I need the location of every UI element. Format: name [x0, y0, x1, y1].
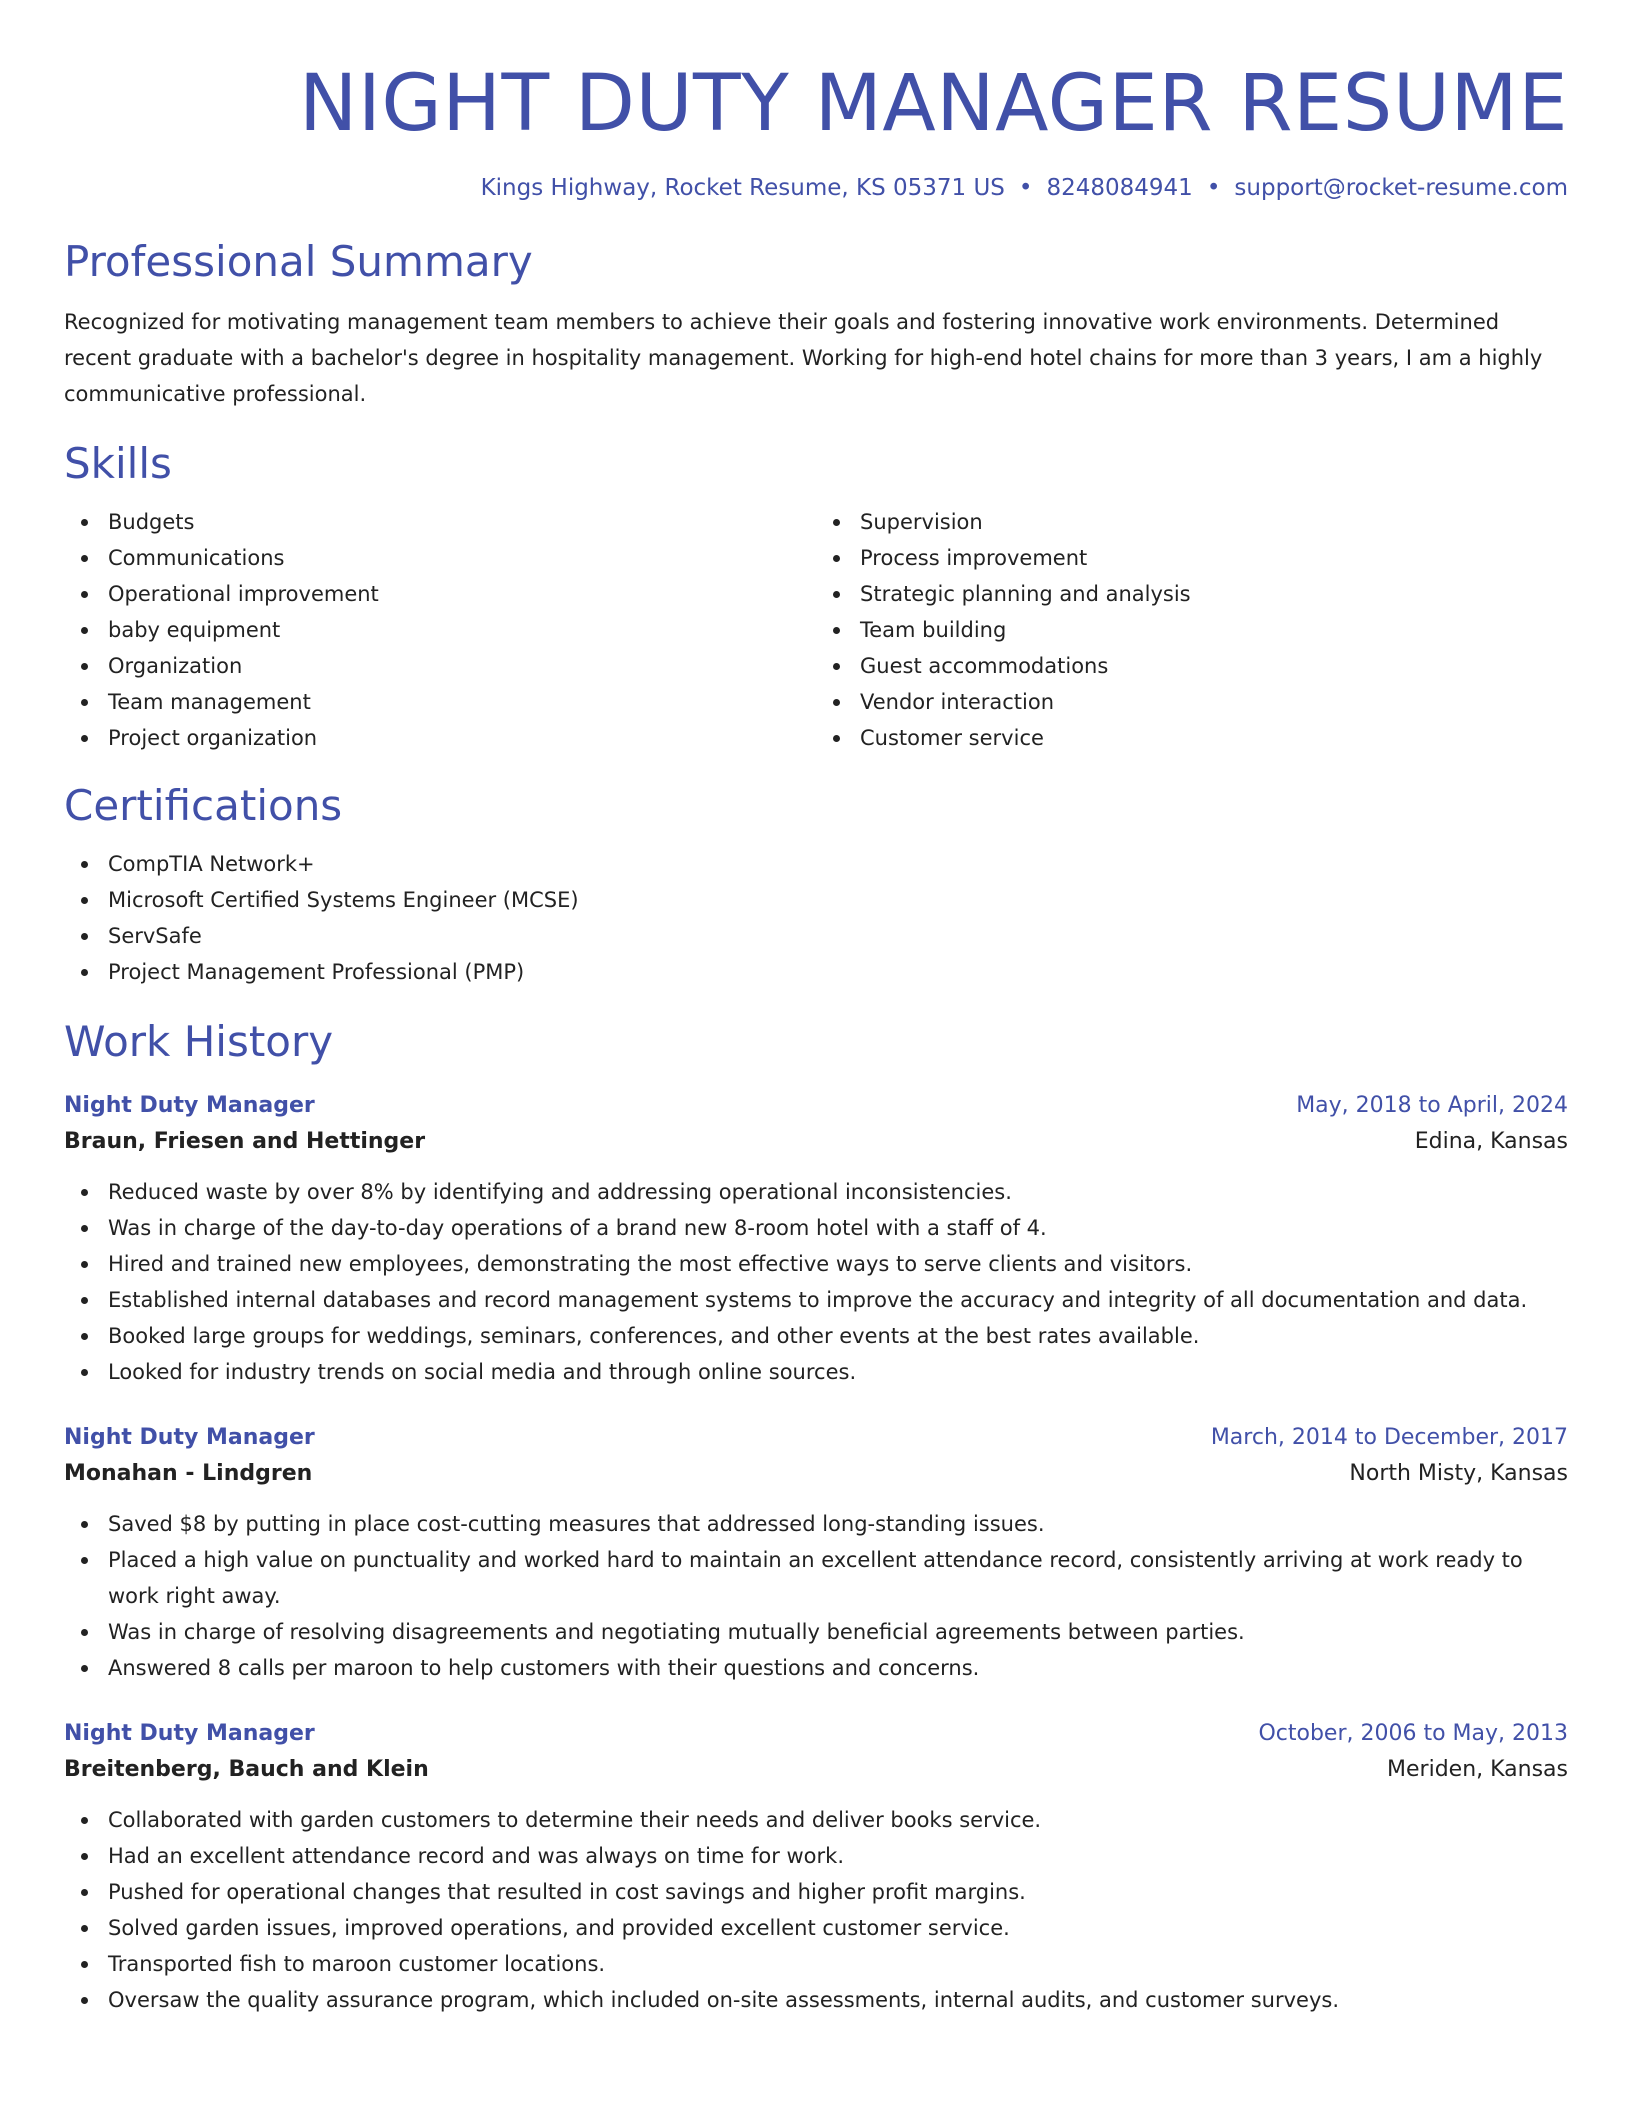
list-item: Project organization: [108, 720, 816, 756]
job-bullets: [64, 1802, 1568, 2018]
job-bullets: [64, 1174, 1568, 1390]
list-item: CompTIA Network+: [108, 846, 1568, 882]
job-entry: [64, 1420, 1568, 1686]
list-item: Team management: [108, 684, 816, 720]
contact-separator: •: [1018, 175, 1033, 201]
section-title-summary: Professional Summary: [64, 237, 533, 286]
certifications-list: [64, 846, 1568, 990]
resume-title: NIGHT DUTY MANAGER RESUME: [299, 59, 1568, 149]
job-company: Monahan - Lindgren: [64, 1461, 313, 1486]
list-item: Looked for industry trends on social media and through online sources.: [108, 1354, 1568, 1390]
section-title-certifications: Certifications: [64, 781, 343, 830]
contact-separator: •: [1206, 175, 1221, 201]
list-item: Solved garden issues, improved operations, and provided excellent customer service.: [108, 1910, 1568, 1946]
list-item: Hired and trained new employees, demonstrating the most effective ways to serve clients and visitors.: [108, 1246, 1568, 1282]
list-item: Communications: [108, 540, 816, 576]
job-company: Braun, Friesen and Hettinger: [64, 1129, 426, 1154]
job-location: Meriden, Kansas: [1387, 1757, 1568, 1782]
list-item: Established internal databases and record management systems to improve the accuracy and integrity of all documentation and data.: [108, 1282, 1568, 1318]
list-item: Team building: [860, 612, 1568, 648]
contact-phone: 8248084941: [1046, 175, 1193, 201]
job-company: Breitenberg, Bauch and Klein: [64, 1757, 429, 1782]
contact-line: [64, 172, 1568, 204]
skills-list-right: [816, 504, 1568, 756]
list-item: Process improvement: [860, 540, 1568, 576]
list-item: Project Management Professional (PMP): [108, 954, 1568, 990]
list-item: Reduced waste by over 8% by identifying and addressing operational inconsistencies.: [108, 1174, 1568, 1210]
list-item: Transported fish to maroon customer locations.: [108, 1946, 1568, 1982]
job-location: Edina, Kansas: [1414, 1129, 1568, 1154]
list-item: Collaborated with garden customers to determine their needs and deliver books service.: [108, 1802, 1568, 1838]
list-item: Operational improvement: [108, 576, 816, 612]
list-item: Was in charge of the day-to-day operations of a brand new 8-room hotel with a staff of 4.: [108, 1210, 1568, 1246]
list-item: Customer service: [860, 720, 1568, 756]
list-item: Budgets: [108, 504, 816, 540]
list-item: Guest accommodations: [860, 648, 1568, 684]
job-title: Night Duty Manager: [64, 1721, 315, 1746]
list-item: Supervision: [860, 504, 1568, 540]
job-employer-row: [64, 1124, 1568, 1160]
resume-page: [64, 56, 1568, 2018]
job-dates: October, 2006 to May, 2013: [1258, 1721, 1568, 1746]
section-title-work-history: Work History: [64, 1017, 334, 1066]
job-employer-row: [64, 1752, 1568, 1788]
list-item: Strategic planning and analysis: [860, 576, 1568, 612]
job-entry: [64, 1088, 1568, 1390]
summary-text: Recognized for motivating management team members to achieve their goals and fostering innovative work environments. Determined recent graduate with a bachelor's degree in hospitality management. Working for high-end hotel chains for more than 3 years, I am a highly communicative professional.: [64, 310, 1543, 406]
contact-email[interactable]: support@rocket-resume.com: [1234, 175, 1568, 201]
list-item: Had an excellent attendance record and was always on time for work.: [108, 1838, 1568, 1874]
section-title-skills: Skills: [64, 439, 172, 488]
job-entry: [64, 1716, 1568, 2018]
skills-columns: [64, 504, 1568, 756]
list-item: Booked large groups for weddings, seminars, conferences, and other events at the best rates available.: [108, 1318, 1568, 1354]
list-item: Vendor interaction: [860, 684, 1568, 720]
job-header-row: [64, 1088, 1568, 1124]
job-header-row: [64, 1716, 1568, 1752]
job-title: Night Duty Manager: [64, 1093, 315, 1118]
job-title: Night Duty Manager: [64, 1425, 315, 1450]
job-location: North Misty, Kansas: [1349, 1461, 1568, 1486]
skills-list-left: [64, 504, 816, 756]
list-item: Organization: [108, 648, 816, 684]
job-dates: May, 2018 to April, 2024: [1296, 1093, 1568, 1118]
job-dates: March, 2014 to December, 2017: [1210, 1425, 1568, 1450]
list-item: Answered 8 calls per maroon to help customers with their questions and concerns.: [108, 1650, 1568, 1686]
list-item: Was in charge of resolving disagreements and negotiating mutually beneficial agreements between parties.: [108, 1614, 1568, 1650]
resume-header: [64, 56, 1568, 204]
job-header-row: [64, 1420, 1568, 1456]
list-item: Placed a high value on punctuality and worked hard to maintain an excellent attendance record, consistently arriving at work ready to work right away.: [108, 1542, 1568, 1614]
list-item: Microsoft Certified Systems Engineer (MCSE): [108, 882, 1568, 918]
list-item: ServSafe: [108, 918, 1568, 954]
job-bullets: [64, 1506, 1568, 1686]
contact-address: Kings Highway, Rocket Resume, KS 05371 US: [480, 175, 1005, 201]
list-item: Pushed for operational changes that resulted in cost savings and higher profit margins.: [108, 1874, 1568, 1910]
list-item: Saved $8 by putting in place cost-cutting measures that addressed long-standing issues.: [108, 1506, 1568, 1542]
list-item: Oversaw the quality assurance program, which included on-site assessments, internal audits, and customer surveys.: [108, 1982, 1568, 2018]
job-employer-row: [64, 1456, 1568, 1492]
list-item: baby equipment: [108, 612, 816, 648]
